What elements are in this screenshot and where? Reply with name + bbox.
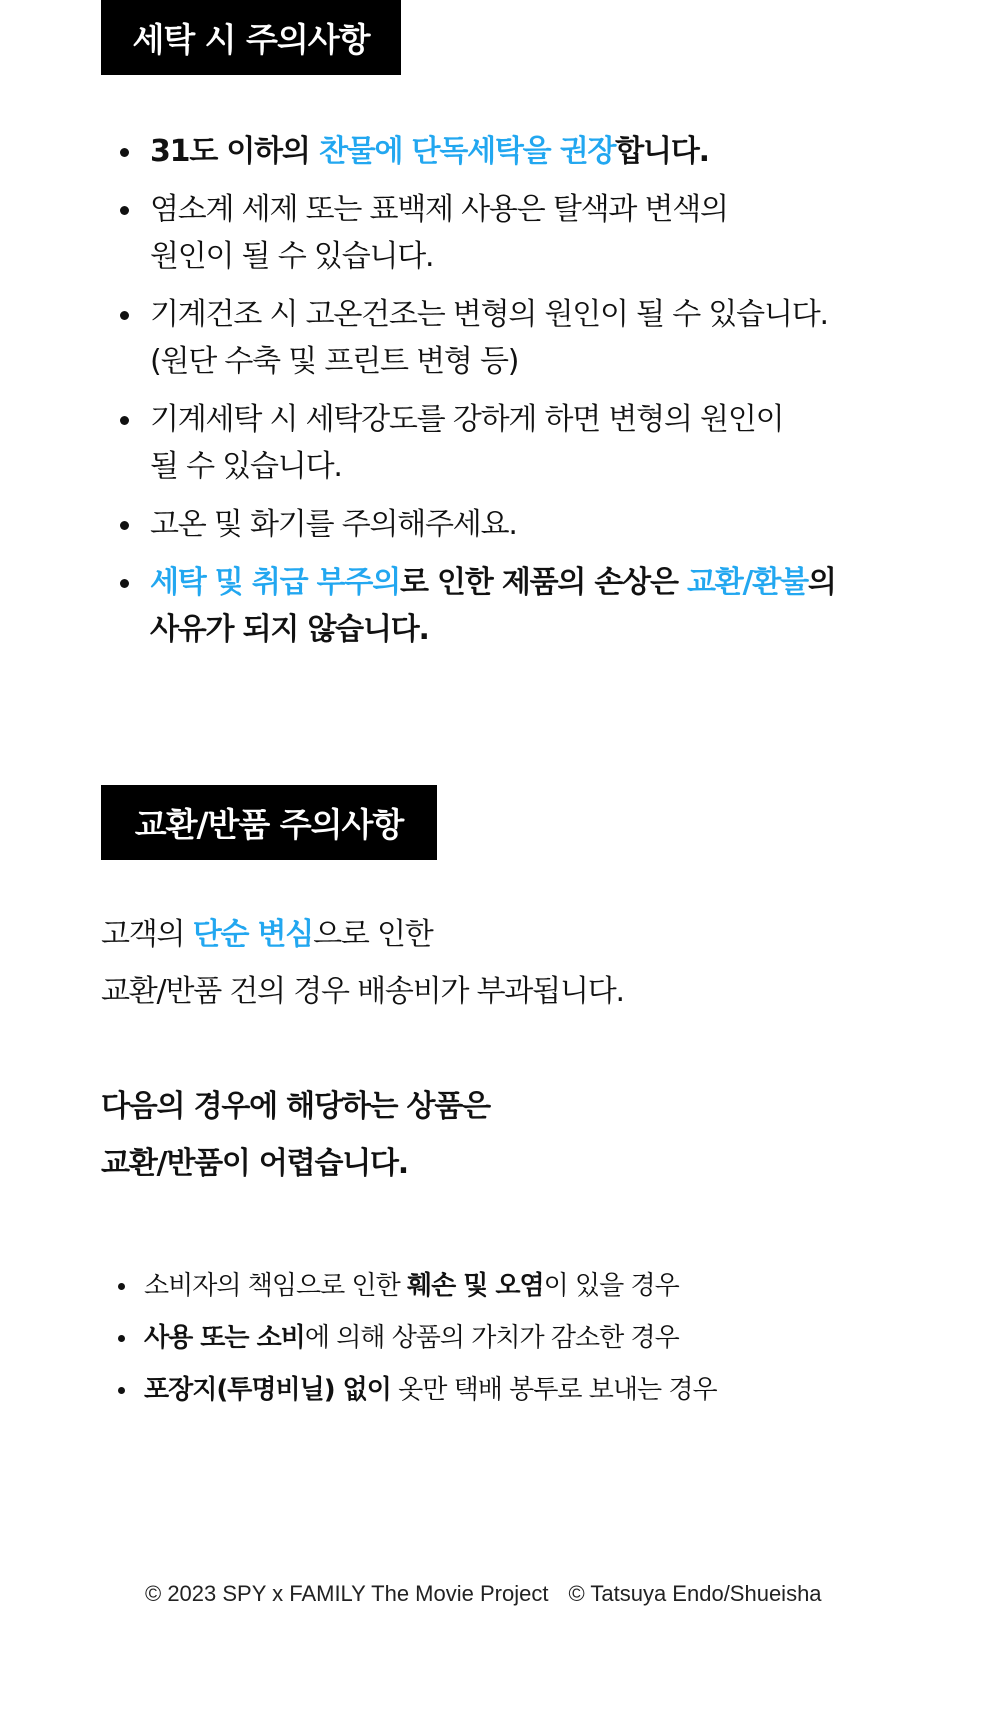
- item-line2: 원인이 될 수 있습니다.: [150, 239, 434, 274]
- list-item: [120, 396, 880, 490]
- list-item: [118, 1312, 878, 1364]
- copyright-author: © Tatsuya Endo/Shueisha: [568, 1581, 822, 1606]
- item-text: 옷만 택배 봉투로 보내는 경우: [390, 1375, 717, 1405]
- list-item: [120, 501, 880, 548]
- list-item: [120, 186, 880, 280]
- item-text: 이 있을 경우: [543, 1271, 679, 1301]
- item-text: 31도 이하의: [150, 134, 319, 169]
- notice-text: 고객의: [101, 917, 193, 952]
- item-text: 로 인한 제품의 손상은: [399, 565, 687, 600]
- notice-line2: 교환/반품 건의 경우 배송비가 부과됩니다.: [101, 974, 624, 1009]
- notice-text: 으로 인한: [313, 917, 433, 952]
- list-item: [118, 1364, 878, 1416]
- list-item: [120, 128, 880, 175]
- item-line2: 될 수 있습니다.: [150, 449, 342, 484]
- item-line2: (원단 수축 및 프린트 변형 등): [150, 344, 519, 379]
- washing-list: [120, 128, 880, 664]
- list-item: [120, 559, 880, 653]
- item-highlight: 찬물에 단독세탁을 권장: [318, 134, 616, 169]
- item-bold: 훼손 및 오염: [406, 1271, 544, 1301]
- item-highlight: 교환/환불: [686, 565, 808, 600]
- item-line2: 사유가 되지 않습니다.: [150, 612, 429, 647]
- notice-highlight: 단순 변심: [192, 917, 314, 952]
- list-item: [120, 291, 880, 385]
- copyright-movie: © 2023 SPY x FAMILY The Movie Project: [145, 1581, 549, 1606]
- item-text: 소비자의 책임으로 인한: [144, 1271, 407, 1301]
- notice-line1: 다음의 경우에 해당하는 상품은: [101, 1089, 490, 1124]
- item-text: 에 의해 상품의 가치가 감소한 경우: [304, 1323, 679, 1353]
- item-line1: 기계건조 시 고온건조는 변형의 원인이 될 수 있습니다.: [150, 297, 828, 332]
- item-line1: 기계세탁 시 세탁강도를 강하게 하면 변형의 원인이: [150, 402, 784, 437]
- hard-cases-notice: [101, 1078, 490, 1192]
- item-text: 의: [807, 565, 836, 600]
- exchange-heading: 교환/반품 주의사항: [101, 785, 437, 860]
- exchange-cases-list: [118, 1260, 878, 1416]
- copyright-notice: [145, 1581, 822, 1607]
- item-bold: 사용 또는 소비: [144, 1323, 305, 1353]
- list-item: [118, 1260, 878, 1312]
- simple-change-notice: [101, 906, 624, 1020]
- item-line1: 염소계 세제 또는 표백제 사용은 탈색과 변색의: [150, 192, 728, 227]
- item-highlight: 세탁 및 취급 부주의: [150, 565, 400, 600]
- item-bold: 포장지(투명비닐) 없이: [144, 1375, 391, 1405]
- item-text: 합니다.: [615, 134, 709, 169]
- washing-heading: 세탁 시 주의사항: [101, 0, 401, 75]
- item-text: 고온 및 화기를 주의해주세요.: [150, 507, 517, 542]
- notice-line2: 교환/반품이 어렵습니다.: [101, 1146, 408, 1181]
